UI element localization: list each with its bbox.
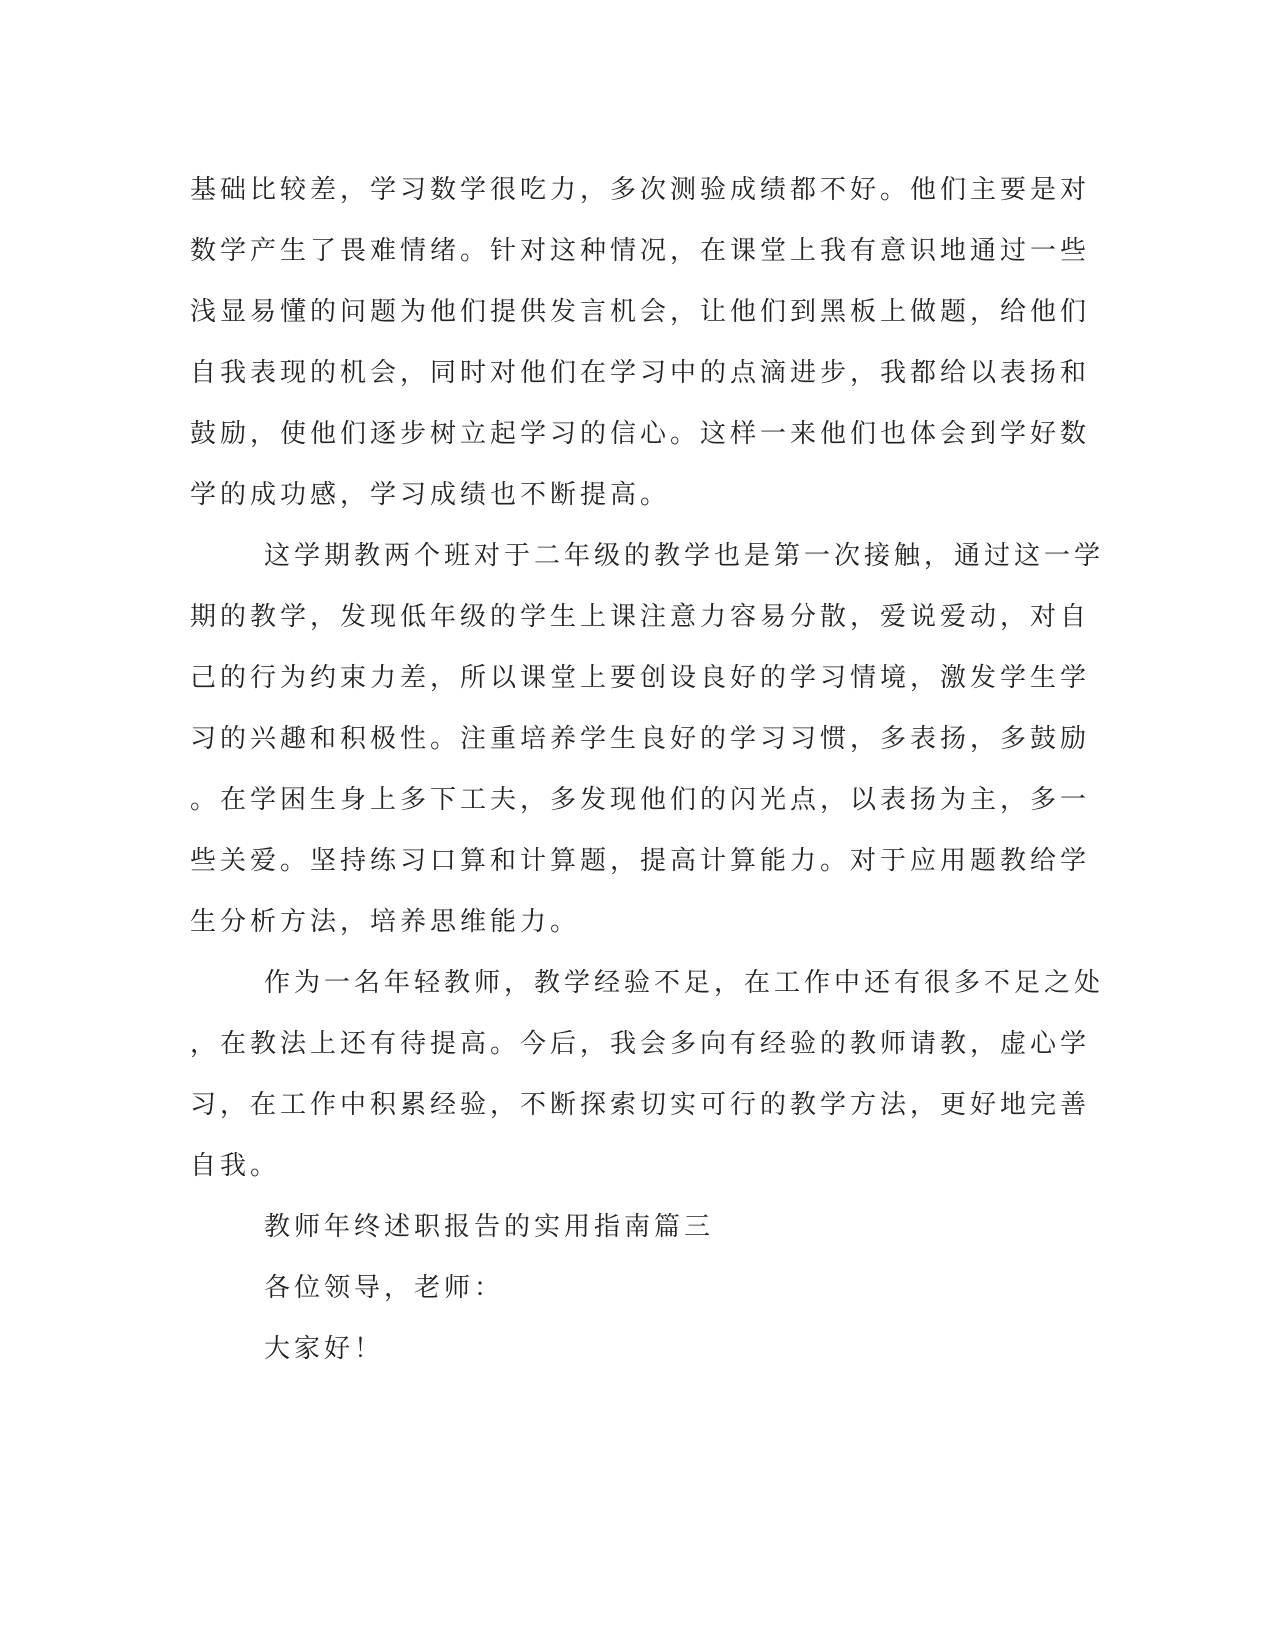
paragraph-1-line-3: 浅显易懂的问题为他们提供发言机会，让他们到黑板上做题，给他们 [190, 297, 1091, 327]
paragraph-3-line-1: 作为一名年轻教师，教学经验不足，在工作中还有很多不足之处 [264, 968, 1105, 998]
paragraph-1-line-5: 鼓励，使他们逐步树立起学习的信心。这样一来他们也体会到学好数 [190, 419, 1091, 449]
paragraph-2-line-1: 这学期教两个班对于二年级的教学也是第一次接触，通过这一学 [264, 541, 1105, 571]
paragraph-2-line-7: 生分析方法，培养思维能力。 [190, 907, 581, 937]
document-body [190, 160, 1105, 1380]
paragraph-1-line-1: 基础比较差，学习数学很吃力，多次测验成绩都不好。他们主要是对 [190, 175, 1091, 205]
paragraph-3-line-4: 自我。 [190, 1151, 281, 1181]
paragraph-1-line-2: 数学产生了畏难情绪。针对这种情况，在课堂上我有意识地通过一些 [190, 236, 1091, 266]
paragraph-1-line-4: 自我表现的机会，同时对他们在学习中的点滴进步，我都给以表扬和 [190, 358, 1091, 388]
salutation: 各位领导，老师： [264, 1273, 505, 1303]
paragraph-2-line-6: 些关爱。坚持练习口算和计算题，提高计算能力。对于应用题教给学 [190, 846, 1091, 876]
paragraph-2-line-4: 习的兴趣和积极性。注重培养学生良好的学习习惯，多表扬，多鼓励 [190, 724, 1091, 754]
paragraph-2-line-3: 己的行为约束力差，所以课堂上要创设良好的学习情境，激发学生学 [190, 663, 1091, 693]
section-heading: 教师年终述职报告的实用指南篇三 [264, 1212, 715, 1242]
paragraph-2-line-5: 。在学困生身上多下工夫，多发现他们的闪光点，以表扬为主，多一 [190, 785, 1091, 815]
paragraph-3-line-3: 习，在工作中积累经验，不断探索切实可行的教学方法，更好地完善 [190, 1090, 1091, 1120]
paragraph-2-line-2: 期的教学，发现低年级的学生上课注意力容易分散，爱说爱动，对自 [190, 602, 1091, 632]
paragraph-1-line-6: 学的成功感，学习成绩也不断提高。 [190, 480, 671, 510]
greeting: 大家好！ [264, 1334, 385, 1364]
paragraph-3-line-2: ，在教法上还有待提高。今后，我会多向有经验的教师请教，虚心学 [190, 1029, 1091, 1059]
